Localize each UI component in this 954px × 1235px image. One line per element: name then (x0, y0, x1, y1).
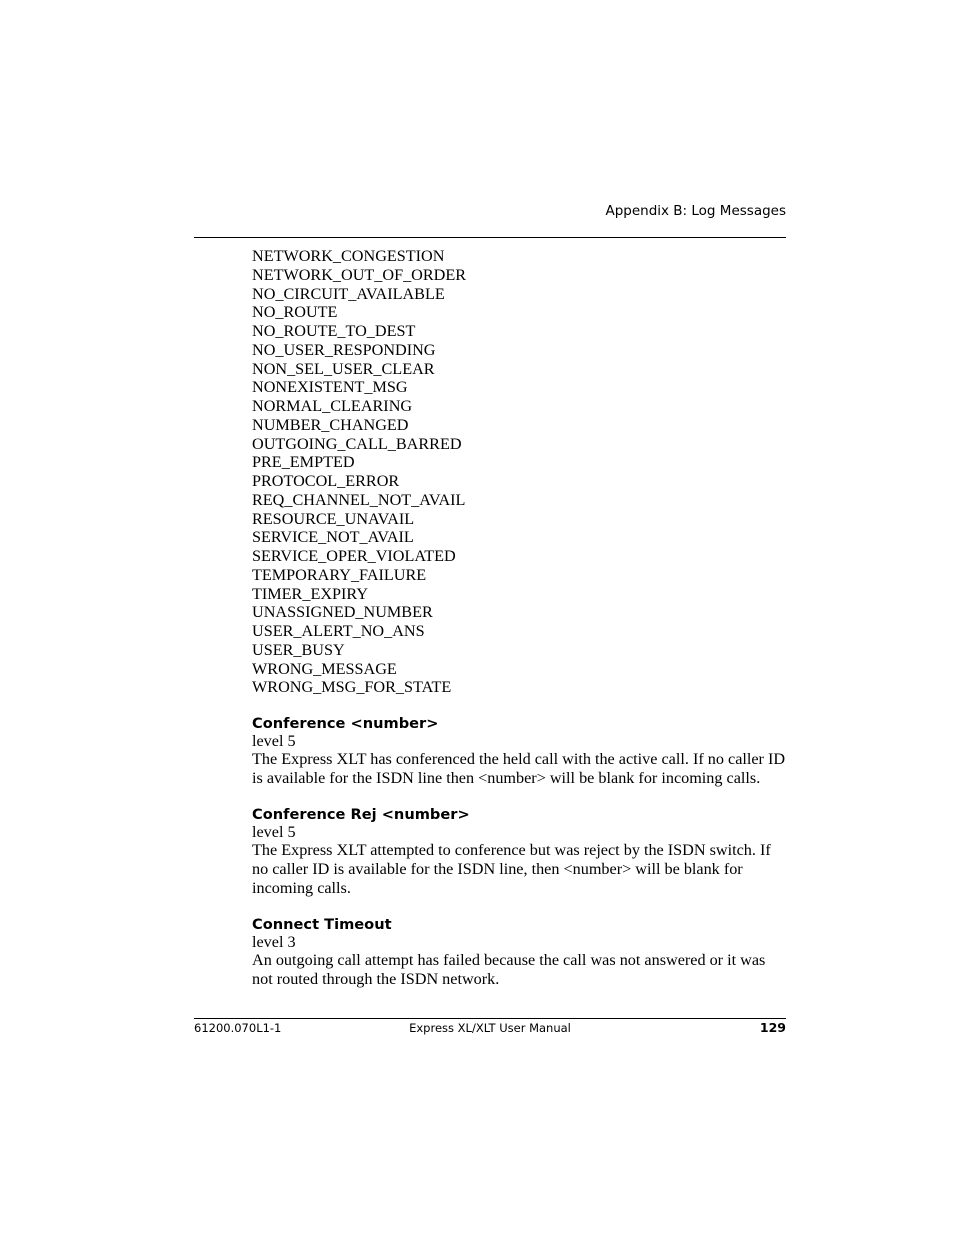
cause-code: NORMAL_CLEARING (252, 397, 413, 415)
log-entry-conference (252, 716, 786, 788)
log-entry-connect-timeout (252, 917, 786, 989)
cause-code: PROTOCOL_ERROR (252, 472, 400, 490)
cause-code: USER_ALERT_NO_ANS (252, 622, 425, 640)
cause-code: PRE_EMPTED (252, 453, 355, 472)
cause-code: WRONG_MESSAGE (252, 659, 397, 678)
log-entry-description: An outgoing call attempt has failed because the call was not answered or it was not routed through the ISDN network. (252, 951, 766, 988)
cause-code: UNASSIGNED_NUMBER (252, 603, 433, 622)
header-divider (194, 237, 786, 238)
cause-code: NON_SEL_USER_CLEAR (252, 359, 435, 378)
running-header: Appendix B: Log Messages (605, 203, 786, 219)
log-entry-title: Conference <number> (252, 715, 439, 732)
cause-code: NO_CIRCUIT_AVAILABLE (252, 284, 445, 303)
cause-code: TIMER_EXPIRY (252, 584, 369, 603)
cause-code: TEMPORARY_FAILURE (252, 565, 427, 584)
cause-code: SERVICE_NOT_AVAIL (252, 528, 414, 547)
log-entry-conference-rej (252, 807, 786, 898)
page-content (252, 247, 786, 989)
cause-code: NO_ROUTE_TO_DEST (252, 322, 416, 340)
cause-code: NONEXISTENT_MSG (252, 378, 408, 397)
cause-code: REQ_CHANNEL_NOT_AVAIL (252, 490, 466, 509)
cause-code: NETWORK_CONGESTION (252, 247, 445, 265)
log-entry-level: level 3 (252, 933, 296, 951)
log-entry-title: Conference Rej <number> (252, 806, 470, 823)
manual-title: Express XL/XLT User Manual (409, 1021, 571, 1035)
cause-code: NO_ROUTE (252, 303, 338, 322)
cause-code: NUMBER_CHANGED (252, 415, 409, 434)
cause-code: USER_BUSY (252, 640, 345, 659)
log-entry-level: level 5 (252, 823, 296, 841)
log-entry-title: Connect Timeout (252, 916, 392, 933)
cause-code: SERVICE_OPER_VIOLATED (252, 547, 456, 565)
cause-code-list (252, 247, 786, 697)
page-number: 129 (759, 1020, 786, 1035)
cause-code: NO_USER_RESPONDING (252, 340, 436, 359)
log-entry-level: level 5 (252, 732, 296, 750)
cause-code: NETWORK_OUT_OF_ORDER (252, 265, 467, 284)
log-entry-description: The Express XLT attempted to conference but was reject by the ISDN switch. If no caller ID is available for the ISDN line, then <number> will be blank for incoming calls. (252, 841, 771, 897)
document-number: 61200.070L1-1 (194, 1021, 282, 1035)
page-footer (194, 1020, 786, 1036)
cause-code: WRONG_MSG_FOR_STATE (252, 678, 452, 697)
log-entry-description: The Express XLT has conferenced the held call with the active call. If no caller ID is available for the ISDN line then <number> will be blank for incoming calls. (252, 750, 786, 787)
cause-code: RESOURCE_UNAVAIL (252, 509, 415, 528)
footer-divider (194, 1018, 786, 1019)
cause-code: OUTGOING_CALL_BARRED (252, 434, 462, 453)
